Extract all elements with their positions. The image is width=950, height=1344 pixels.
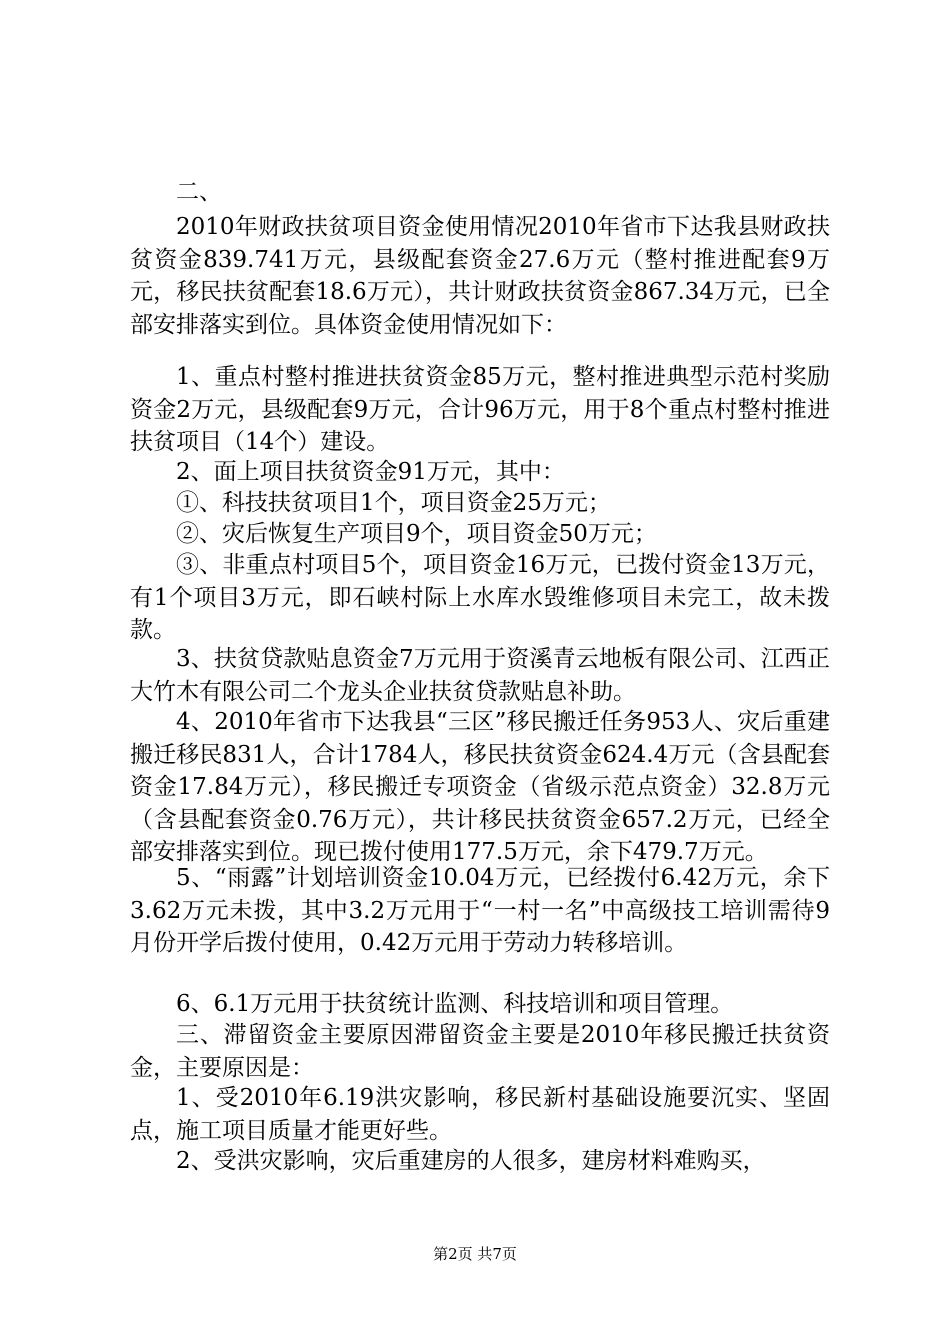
paragraph-reason-1: 1、受2010年6.19洪灾影响，移民新村基础设施要沉实、坚固点，施工项目质量才能更好些。 [130,1085,830,1144]
paragraph-reason-2: 2、受洪灾影响，灾后重建房的人很多，建房材料难购买， [176,1148,766,1174]
paragraph-funding-overview: 2010年财政扶贫项目资金使用情况2010年省市下达我县财政扶贫资金839.741万元，县级配套资金27.6万元（整村推进配套9万元，移民扶贫配套18.6万元），共计财政扶贫资金867.34万元，已全部安排落实到位。具体资金使用情况如下： [130,214,830,338]
paragraph-subitem-3: ③、非重点村项目5个，项目资金16万元，已拨付资金13万元，有1个项目3万元，即石峡村际上水库水毁维修项目未完工，故未拨款。 [130,552,830,644]
paragraph-subitem-2: ②、灾后恢复生产项目9个，项目资金50万元； [176,521,657,547]
paragraph-item-1: 1、重点村整村推进扶贫资金85万元，整村推进典型示范村奖励资金2万元，县级配套9万元，合计96万元，用于8个重点村整村推进扶贫项目（14个）建设。 [130,364,830,456]
paragraph-item-3: 3、扶贫贷款贴息资金7万元用于资溪青云地板有限公司、江西正大竹木有限公司二个龙头企业扶贫贷款贴息补助。 [130,646,830,705]
page-footer: 第2页 共7页 [433,1245,517,1263]
paragraph-item-2: 2、面上项目扶贫资金91万元，其中： [176,459,565,485]
paragraph-item-5: 5、“雨露”计划培训资金10.04万元，已经拨付6.42万元，余下3.62万元未拨，其中3.2万元用于“一村一名”中高级技工培训需待9月份开学后拨付使用，0.42万元用于劳动力转移培训。 [130,865,830,957]
paragraph-item-4: 4、2010年省市下达我县“三区”移民搬迁任务953人、灾后重建搬迁移民831人，合计1784人，移民扶贫资金624.4万元（含县配套资金17.84万元），移民搬迁专项资金（省级示范点资金）32.8万元（含县配套资金0.76万元），共计移民扶贫资金657.2万元，已经全部安排落实到位。现已拨付使用177.5万元，余下479.7万元。 [130,709,830,866]
paragraph-section-three: 三、滞留资金主要原因滞留资金主要是2010年移民搬迁扶贫资金，主要原因是： [130,1022,830,1081]
section-heading: 二、 [176,179,222,205]
paragraph-item-6: 6、6.1万元用于扶贫统计监测、科技培训和项目管理。 [176,991,734,1017]
paragraph-subitem-1: ①、科技扶贫项目1个，项目资金25万元； [176,490,611,516]
